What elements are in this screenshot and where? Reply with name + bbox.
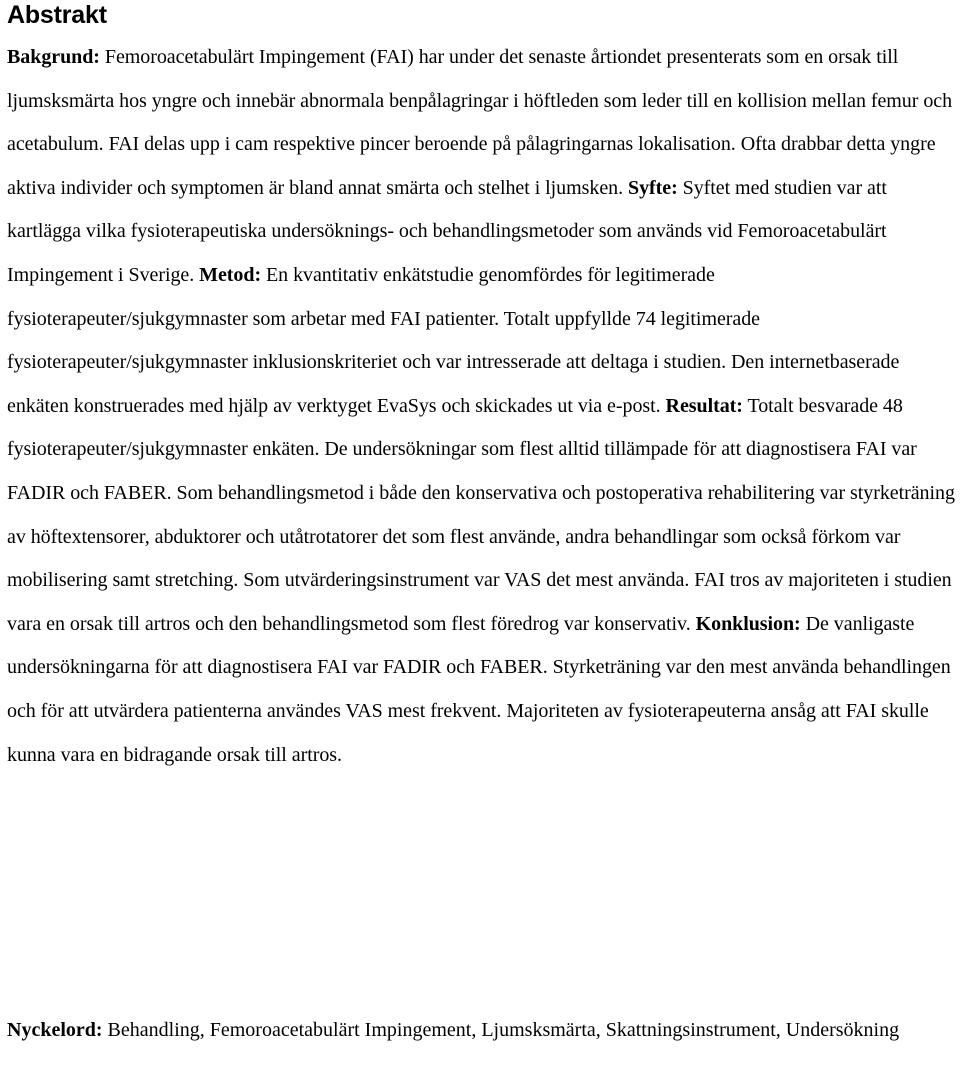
- method-text: En kvantitativ enkätstudie genomfördes för legitimerade fysioterapeuter/sjukgymnaster som arbetar med FAI patienter. Totalt uppfyllde 74 legitimerade fysioterapeuter/sjukgymnaster inklusionskriteriet och var intresserade att deltaga i studien. Den internetbaserade enkäten konstruerades med hjälp av verktyget EvaSys och skickades ut via e-post.: [7, 263, 900, 417]
- background-text: Femoroacetabulärt Impingement (FAI) har under det senaste årtiondet presenterats som en orsak till ljumsksmärta hos yngre och innebär abnormala benpålagringar i höftleden som leder till en kollision mellan femur och acetabulum. FAI delas upp i cam respektive pincer beroende på pålagringarnas lokalisation. Ofta drabbar detta yngre aktiva individer och symptomen är bland annat smärta och stelhet i ljumsken.: [7, 46, 953, 199]
- aim-text: Syftet med studien var att kartlägga vilka fysioterapeutiska undersöknings- och behandlingsmetoder som används vid Femoroacetabulärt Impingement i Sverige.: [7, 176, 887, 286]
- aim-label: Syfte:: [628, 176, 678, 199]
- section-heading: Abstrakt: [7, 1, 107, 29]
- background-label: Bakgrund:: [7, 46, 100, 68]
- conclusion-label: Konklusion:: [695, 612, 801, 635]
- method-label: Metod:: [199, 263, 262, 286]
- abstract-paragraph: [7, 36, 960, 777]
- conclusion-text: De vanligaste undersökningarna för att diagnostisera FAI var FADIR och FABER. Styrketräning var den mest använda behandlingen och för att utvärdera patienterna användes VAS mest frekvent. Majoriteten av fysioterapeuterna ansåg att FAI skulle kunna vara en bidragande orsak till artros.: [7, 612, 951, 766]
- results-text: Totalt besvarade 48 fysioterapeuter/sjukgymnaster enkäten. De undersökningar som flest alltid tillämpade för att diagnostisera FAI var FADIR och FABER. Som behandlingsmetod i både den konservativa och postoperativa rehabilitering var styrketräning av höftextensorer, abduktorer och utåtrotatorer det som flest använde, andra behandlingar som också förkom var mobilisering samt stretching. Som utvärderingsinstrument var VAS det mest använda. FAI tros av majoriteten i studien vara en orsak till artros och den behandlingsmetod som flest föredrog var konservativ.: [7, 394, 955, 635]
- keywords-label: Nyckelord:: [7, 1019, 103, 1041]
- results-label: Resultat:: [665, 394, 743, 417]
- keywords-text: Behandling, Femoroacetabulärt Impingement, Ljumsksmärta, Skattningsinstrument, Undersökning: [102, 1019, 900, 1041]
- keywords-paragraph: [7, 1008, 952, 1052]
